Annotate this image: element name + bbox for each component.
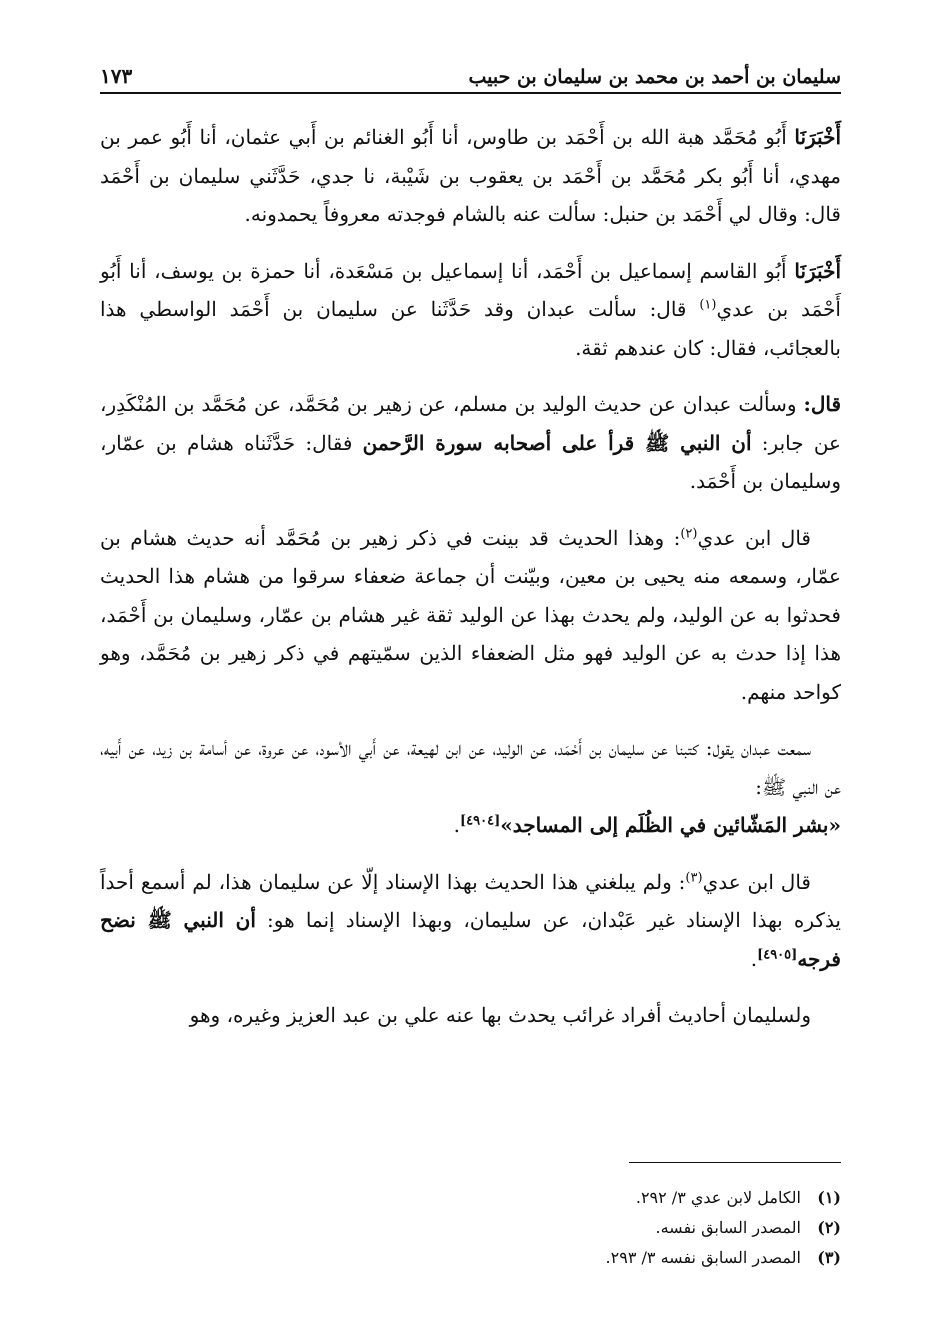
paragraph-text: أَبُو القاسم إسماعيل بن أَحْمَد، أنا إسماعيل بن مَسْعَدة، أنا حمزة بن يوسف، أنا أَبُو أَحْمَد بن عدي [100, 258, 841, 321]
footnote [100, 1183, 841, 1213]
paragraph-text: . [750, 946, 758, 971]
main-text [100, 118, 841, 1053]
hadith-quote: «بشر المَشّائين في الظُلَم إلى المساجد» [500, 813, 841, 837]
footnote-marker: (٣) [685, 869, 703, 885]
hadith-text: أن النبي ﷺ نضح فرجه [100, 908, 841, 971]
footnote [100, 1243, 841, 1273]
hadith-text: أن النبي ﷺ قرأ على أصحابه سورة الرَّحمن [362, 430, 752, 455]
running-title: سليمان بن أحمد بن محمد بن سليمان بن حبيب [468, 66, 841, 88]
paragraph-text: : ولم يبلغني هذا الحديث بهذا الإسناد إلّا عن سليمان هذا، لم أسمع أحداً يذكره بهذا الإسناد غير عَبْدان، عن سليمان، وبهذا الإسناد إنما هو: [100, 869, 842, 932]
paragraph-text: قال ابن عدي [702, 869, 811, 894]
paragraph-text: فقال: حَدَّثَناه هشام بن عمّار، وسليمان بن أَحْمَد. [100, 430, 841, 493]
footnote-text: المصدر السابق نفسه ٣/ ٢٩٣. [605, 1248, 801, 1267]
paragraph-text: . [453, 813, 460, 837]
footnote-marker: (٢) [680, 525, 698, 541]
paragraph-lead: قال: [803, 392, 842, 416]
footnotes [100, 1183, 841, 1273]
paragraph-text: قال ابن عدي [697, 525, 811, 550]
footnote-number: (١) [817, 1188, 841, 1207]
paragraph-text: ولسليمان أحاديث أفراد غرائب يحدث بها عنه علي بن عبد العزيز وغيره، وهو [189, 1003, 811, 1027]
paragraph-text: وسألت عبدان عن حديث الوليد بن مسلم، عن زهير بن مُحَمَّد، عن مُحَمَّد بن المُنْكَدِر، عن جابر: [100, 392, 841, 455]
footnote-divider [629, 1162, 841, 1163]
hadith-number: [٤٩٠٥] [757, 946, 798, 962]
hadith-number: [٤٩٠٤] [459, 813, 501, 829]
footnote-text: المصدر السابق نفسه. [655, 1218, 801, 1237]
footnote-text: الكامل لابن عدي ٣/ ٢٩٢. [635, 1188, 801, 1207]
paragraph-6 [100, 863, 841, 979]
paragraph-3 [100, 385, 841, 501]
paragraph-text: قال: سألت عبدان وقد حَدَّثَنا عن سليمان بن أَحْمَد الواسطي هذا بالعجائب، فقال: كان عندهم ثقة. [100, 297, 841, 360]
footnote-number: (٢) [817, 1218, 841, 1237]
footnote-number: (٣) [817, 1248, 841, 1267]
footnote-marker: (١) [699, 297, 717, 313]
paragraph-1 [100, 118, 841, 234]
page-header [100, 58, 841, 94]
paragraph-4 [100, 519, 841, 712]
paragraph-5 [100, 729, 841, 845]
paragraph-2 [100, 252, 841, 368]
paragraph-text: : وهذا الحديث قد بينت في ذكر زهير بن مُحَمَّد أنه حديث هشام بن عمّار، وسمعه منه يحيى بن معين، وبيّنت أن جماعة ضعفاء سرقوا من هشام هذا الحديث فحدثوا به عن الوليد، ولم يحدث بهذا عن الوليد ثقة غير هشام بن عمّار، وسليمان بن أَحْمَد، هذا إذا حدث به عن الوليد فهو مثل الضعفاء الذين سمّيتهم في ذكر زهير بن مُحَمَّد، وهو كواحد منهم. [100, 525, 841, 704]
paragraph-lead: أَخْبَرَنَا [794, 125, 841, 149]
page-number: ١٧٣ [100, 64, 133, 88]
paragraph-lead: أَخْبَرَنَا [794, 258, 841, 283]
paragraph-text: أَبُو مُحَمَّد هبة الله بن أَحْمَد بن طاوس، أنا أَبُو الغنائم بن أَبي عثمان، أنا أَبُو عمر بن مهدي، أنا أَبُو بكر مُحَمَّد بن أَحْمَد بن يعقوب بن شَيْبة، نا جدي، حَدَّثَني سليمان بن أَحْمَد قال: وقال لي أَحْمَد بن حنبل: سألت عنه بالشام فوجدته معروفاً يحمدونه. [100, 125, 841, 226]
paragraph-7 [100, 996, 841, 1035]
paragraph-text: سمعت عبدان يقول: كتبنا عن سليمان بن أَحْمَد، عن الوليد، عن ابن لهيعة، عن أَبي الأسود، عن عروة، عن أسامة بن زيد، عن أَبيه، عن النبي ﷺ: [100, 736, 841, 799]
footnote [100, 1213, 841, 1243]
